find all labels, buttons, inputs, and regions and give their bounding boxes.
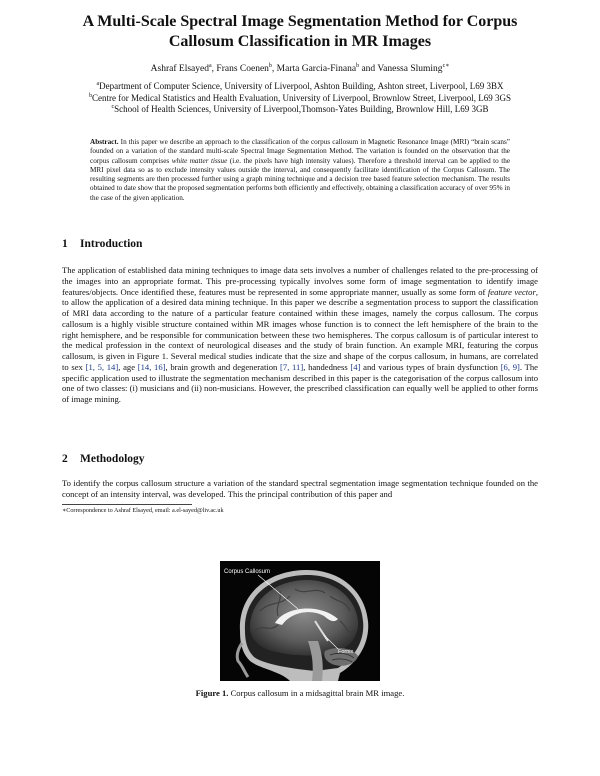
abstract-text-2: (i.e. the pixels have high intensity values). Therefore a threshold interval can be applied to the MRI pixel data so as to exclude intensity values outside the interval, and consequently facilitate identification of the Corpus Callosum. The resulting segments are then processed further using a graph mining technique and a decision tree based feature selection mechanism. The results obtained to date show that the proposed segmentation performs both efficiently and effectively, obtaining a classification accuracy of over 95% in the case of the given application. (90, 156, 511, 202)
figure-label-corpus-callosum: Corpus Callosum (224, 569, 271, 575)
footnote-rule (62, 504, 192, 505)
caption-label: Figure 1. (195, 688, 229, 698)
author-2: Frans Coenen (216, 64, 269, 74)
footnote: ∗Correspondence to Ashraf Elsayed, email: a.el-sayed@liv.ac.uk (62, 507, 224, 514)
author-2-sup: b (268, 62, 272, 69)
intro-text-2: , to allow the application of a desired data mining technique. In this paper we describe a segmentation process to support the classification of MRI data according to the nature of a particular feature contained within these images, namely the corpus callosum. The corpus callosum is a highly visible structure contained within MR images whose function is to connect the left hemisphere of the brain to the right hemisphere, and be responsible for communication between these two hemispheres. The corpus callosum is of particular interest to the medical profession in the context of neurological diseases and the study of brain function. An example MRI, featuring the corpus callosum, is given in Figure 1. Several medical studies indicate that the size and shape of the corpus callosum, in humans, are correlated to sex (62, 286, 538, 372)
title-line-2: Callosum Classification in MR Images (168, 33, 432, 50)
author-3-sup: b (356, 62, 360, 69)
abstract-emphasis: white matter tissue (171, 156, 228, 165)
affiliation-sup: b (89, 92, 93, 99)
affiliation-item (40, 81, 560, 93)
mri-brain-image (220, 561, 380, 681)
title-line-1: A Multi-Scale Spectral Image Segmentation Method for Corpus (82, 13, 518, 30)
citation-link[interactable]: [1, 5, 14] (85, 361, 119, 372)
author-3: Marta Garcia-Finana (276, 64, 357, 74)
affiliation-text: Department of Computer Science, University of Liverpool, Ashton Building, Ashton street, Liverpool, L69 3BX (99, 81, 504, 91)
section-title: Introduction (80, 238, 143, 250)
methodology-paragraph (62, 478, 538, 500)
intro-text-4: , brain growth and degeneration (165, 361, 278, 372)
caption-text: Corpus callosum in a midsagittal brain MR image. (230, 688, 405, 698)
paper-title (40, 12, 560, 52)
section-number: 1 (62, 238, 68, 250)
author-1-sup: a (208, 62, 212, 69)
affiliation-list (40, 81, 560, 116)
affiliation-sup: c (111, 104, 115, 110)
author-4-sup: c∗ (442, 62, 450, 69)
intro-text-6: and various types of brain dysfunction (363, 361, 498, 372)
methodology-text: To identify the corpus callosum structure a variation of the standard spectral segmentation image segmentation technique founded on the concept of an intensity interval, was developed. This the principal contribution of this paper and (62, 478, 538, 499)
abstract (90, 138, 510, 203)
intro-text-5: , handedness (303, 361, 348, 372)
figure-caption (0, 688, 600, 699)
citation-link[interactable]: [6, 9] (500, 361, 520, 372)
introduction-paragraph (62, 265, 538, 405)
abstract-text-1: In this paper we describe an approach to the classification of the corpus callosum in Magnetic Resonance Image (MRI) “brain scans” founded on a variation of the standard multi-scale Spectral Image Segmentation Method. The variation is founded on the observation that the corpus callosum comprises (90, 138, 510, 165)
citation-link[interactable]: [14, 16] (137, 361, 166, 372)
author-4: and Vanessa Sluming (361, 64, 443, 74)
author-list: Ashraf Elsayed$^a$, Frans Coenen$^b$, Marta Garcia-Finana$^b$ and Vanessa Sluming$^{c∗}$ (150, 62, 450, 74)
author-1: Ashraf Elsayed (150, 64, 209, 74)
section-title: Methodology (80, 453, 145, 465)
section-number: 2 (62, 453, 68, 465)
section-heading-introduction (62, 237, 142, 251)
section-heading-methodology (62, 452, 145, 466)
affiliation-item (40, 104, 560, 116)
mri-figure (220, 561, 380, 681)
affiliation-text: Centre for Medical Statistics and Health Evaluation, University of Liverpool, Brownlow Street, Liverpool, L69 3GS (92, 92, 511, 103)
abstract-label: Abstract. (90, 138, 119, 146)
figure-label-fornix: Fornix (338, 649, 354, 655)
citation-link[interactable]: [7, 11] (280, 361, 304, 372)
affiliation-item (40, 93, 560, 105)
affiliation-sup: a (96, 81, 100, 87)
intro-text-1: The application of established data mining techniques to image data sets involves a number of challenges related to the pre-processing of the images into an appropriate format. This pre-processing typically involves some form of image segmentation to identify image features/objects. Once identified these, features must be represented in some appropriate manner, usually as some form of (62, 265, 538, 297)
intro-text-3: , age (118, 361, 136, 372)
citation-link[interactable]: [4] (350, 361, 361, 372)
affiliation-text: School of Health Sciences, University of Liverpool,Thomson-Yates Building, Brownlow Hill, L69 3GB (114, 104, 489, 114)
intro-emphasis: feature vector (487, 286, 536, 297)
intro-text-7: . The specific application used to illustrate the segmentation mechanism described in this paper is the categorisation of the corpus callosum into one of two classes: (i) musicians and (ii) non-musicians. However, the prescribed classification can equally well be applied to other forms of image mining. (62, 361, 538, 404)
